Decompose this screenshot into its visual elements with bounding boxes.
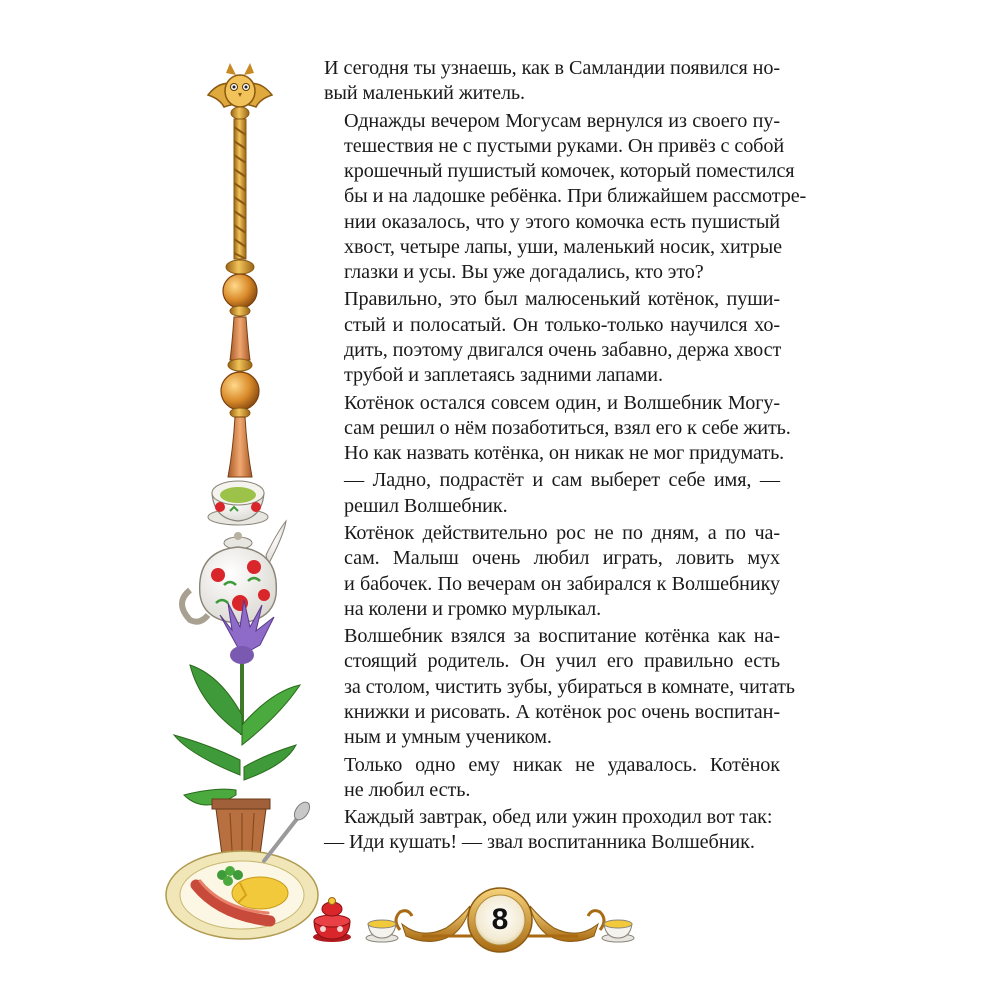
text-line: ным и умным учеником. bbox=[344, 726, 552, 749]
text-line: Но как назвать котёнка, он никак не мог придумать. bbox=[344, 441, 785, 464]
decorative-illustration bbox=[160, 55, 330, 950]
paragraph bbox=[324, 287, 780, 388]
page-number: 8 bbox=[491, 903, 509, 936]
paragraph bbox=[324, 109, 807, 285]
paragraph bbox=[324, 468, 780, 518]
text-line: Правильно, это был малюсенький котёнок, пуши- bbox=[344, 288, 780, 311]
flower-pot-icon bbox=[212, 799, 270, 855]
text-line: — Ладно, подрастёт и сам выберет себе имя, — bbox=[344, 469, 780, 492]
text-line: Котёнок действительно рос не по дням, а по ча- bbox=[344, 522, 780, 545]
text-line: Однажды вечером Могусам вернулся из своего пу- bbox=[344, 109, 780, 132]
paragraph bbox=[324, 521, 780, 622]
flower-icon bbox=[174, 600, 300, 805]
text-line: глазки и усы. Вы уже догадались, кто это? bbox=[344, 260, 704, 283]
text-line: за столом, чистить зубы, убираться в комнате, читать bbox=[344, 675, 795, 698]
text-line: книжки и рисовать. А котёнок рос очень воспитан- bbox=[344, 700, 780, 723]
story-text bbox=[324, 56, 807, 858]
text-line: Каждый завтрак, обед или ужин проходил вот так: bbox=[344, 806, 773, 829]
small-teacup-icon bbox=[602, 920, 634, 942]
text-line: дить, поэтому двигался очень забавно, держа хвост bbox=[344, 338, 782, 361]
text-line: не любил есть. bbox=[344, 778, 471, 801]
text-line: решил Волшебник. bbox=[344, 494, 508, 517]
paragraph bbox=[324, 56, 780, 106]
paragraph bbox=[324, 753, 780, 803]
owl-finial-icon bbox=[208, 63, 272, 119]
text-line: сам. Малыш очень любил играть, ловить мух bbox=[344, 547, 780, 570]
text-line: стоящий родитель. Он учил его правильно есть bbox=[344, 650, 780, 673]
text-line: и бабочек. По вечерам он забирался к Волшебнику bbox=[344, 572, 780, 595]
text-line: крошечный пушистый комочек, который поместился bbox=[344, 160, 795, 183]
paragraph bbox=[324, 805, 780, 855]
text-line: на колени и громко мурлыкал. bbox=[344, 597, 602, 620]
text-line: Только одно ему никак не удавалось. Котёнок bbox=[344, 753, 780, 776]
text-line: трубой и заплетаясь задними лапами. bbox=[344, 364, 663, 387]
text-line: стый и полосатый. Он только-только научился хо- bbox=[344, 313, 780, 336]
small-teacup-icon bbox=[366, 920, 398, 942]
text-line: И сегодня ты узнаешь, как в Самландии появился но- bbox=[324, 57, 780, 79]
text-line: сам решил о нём позаботиться, взял его к себе жить. bbox=[344, 416, 791, 439]
text-line: хвост, четыре лапы, уши, маленький носик, хитрые bbox=[344, 235, 782, 258]
text-line: Волшебник взялся за воспитание котёнка как на- bbox=[344, 625, 780, 648]
teapot-icon bbox=[182, 521, 286, 623]
text-line: тешествия не с пустыми руками. Он привёз с собой bbox=[344, 134, 785, 157]
text-line: бы и на ладошке ребёнка. При ближайшем рассмотре- bbox=[344, 185, 807, 208]
text-line: вый маленький житель. bbox=[324, 82, 525, 105]
paragraph bbox=[324, 391, 791, 467]
teacup-icon bbox=[208, 481, 268, 525]
sugar-bowl-icon bbox=[308, 893, 356, 945]
text-line: Котёнок остался совсем один, и Волшебник Могу- bbox=[344, 391, 780, 414]
text-line: нии оказалось, что у этого комочка есть пушистый bbox=[344, 210, 780, 233]
paragraph bbox=[324, 624, 795, 750]
golden-staff-icon bbox=[221, 119, 259, 477]
text-line: — Иди кушать! — звал воспитанника Волшебник. bbox=[324, 831, 755, 854]
